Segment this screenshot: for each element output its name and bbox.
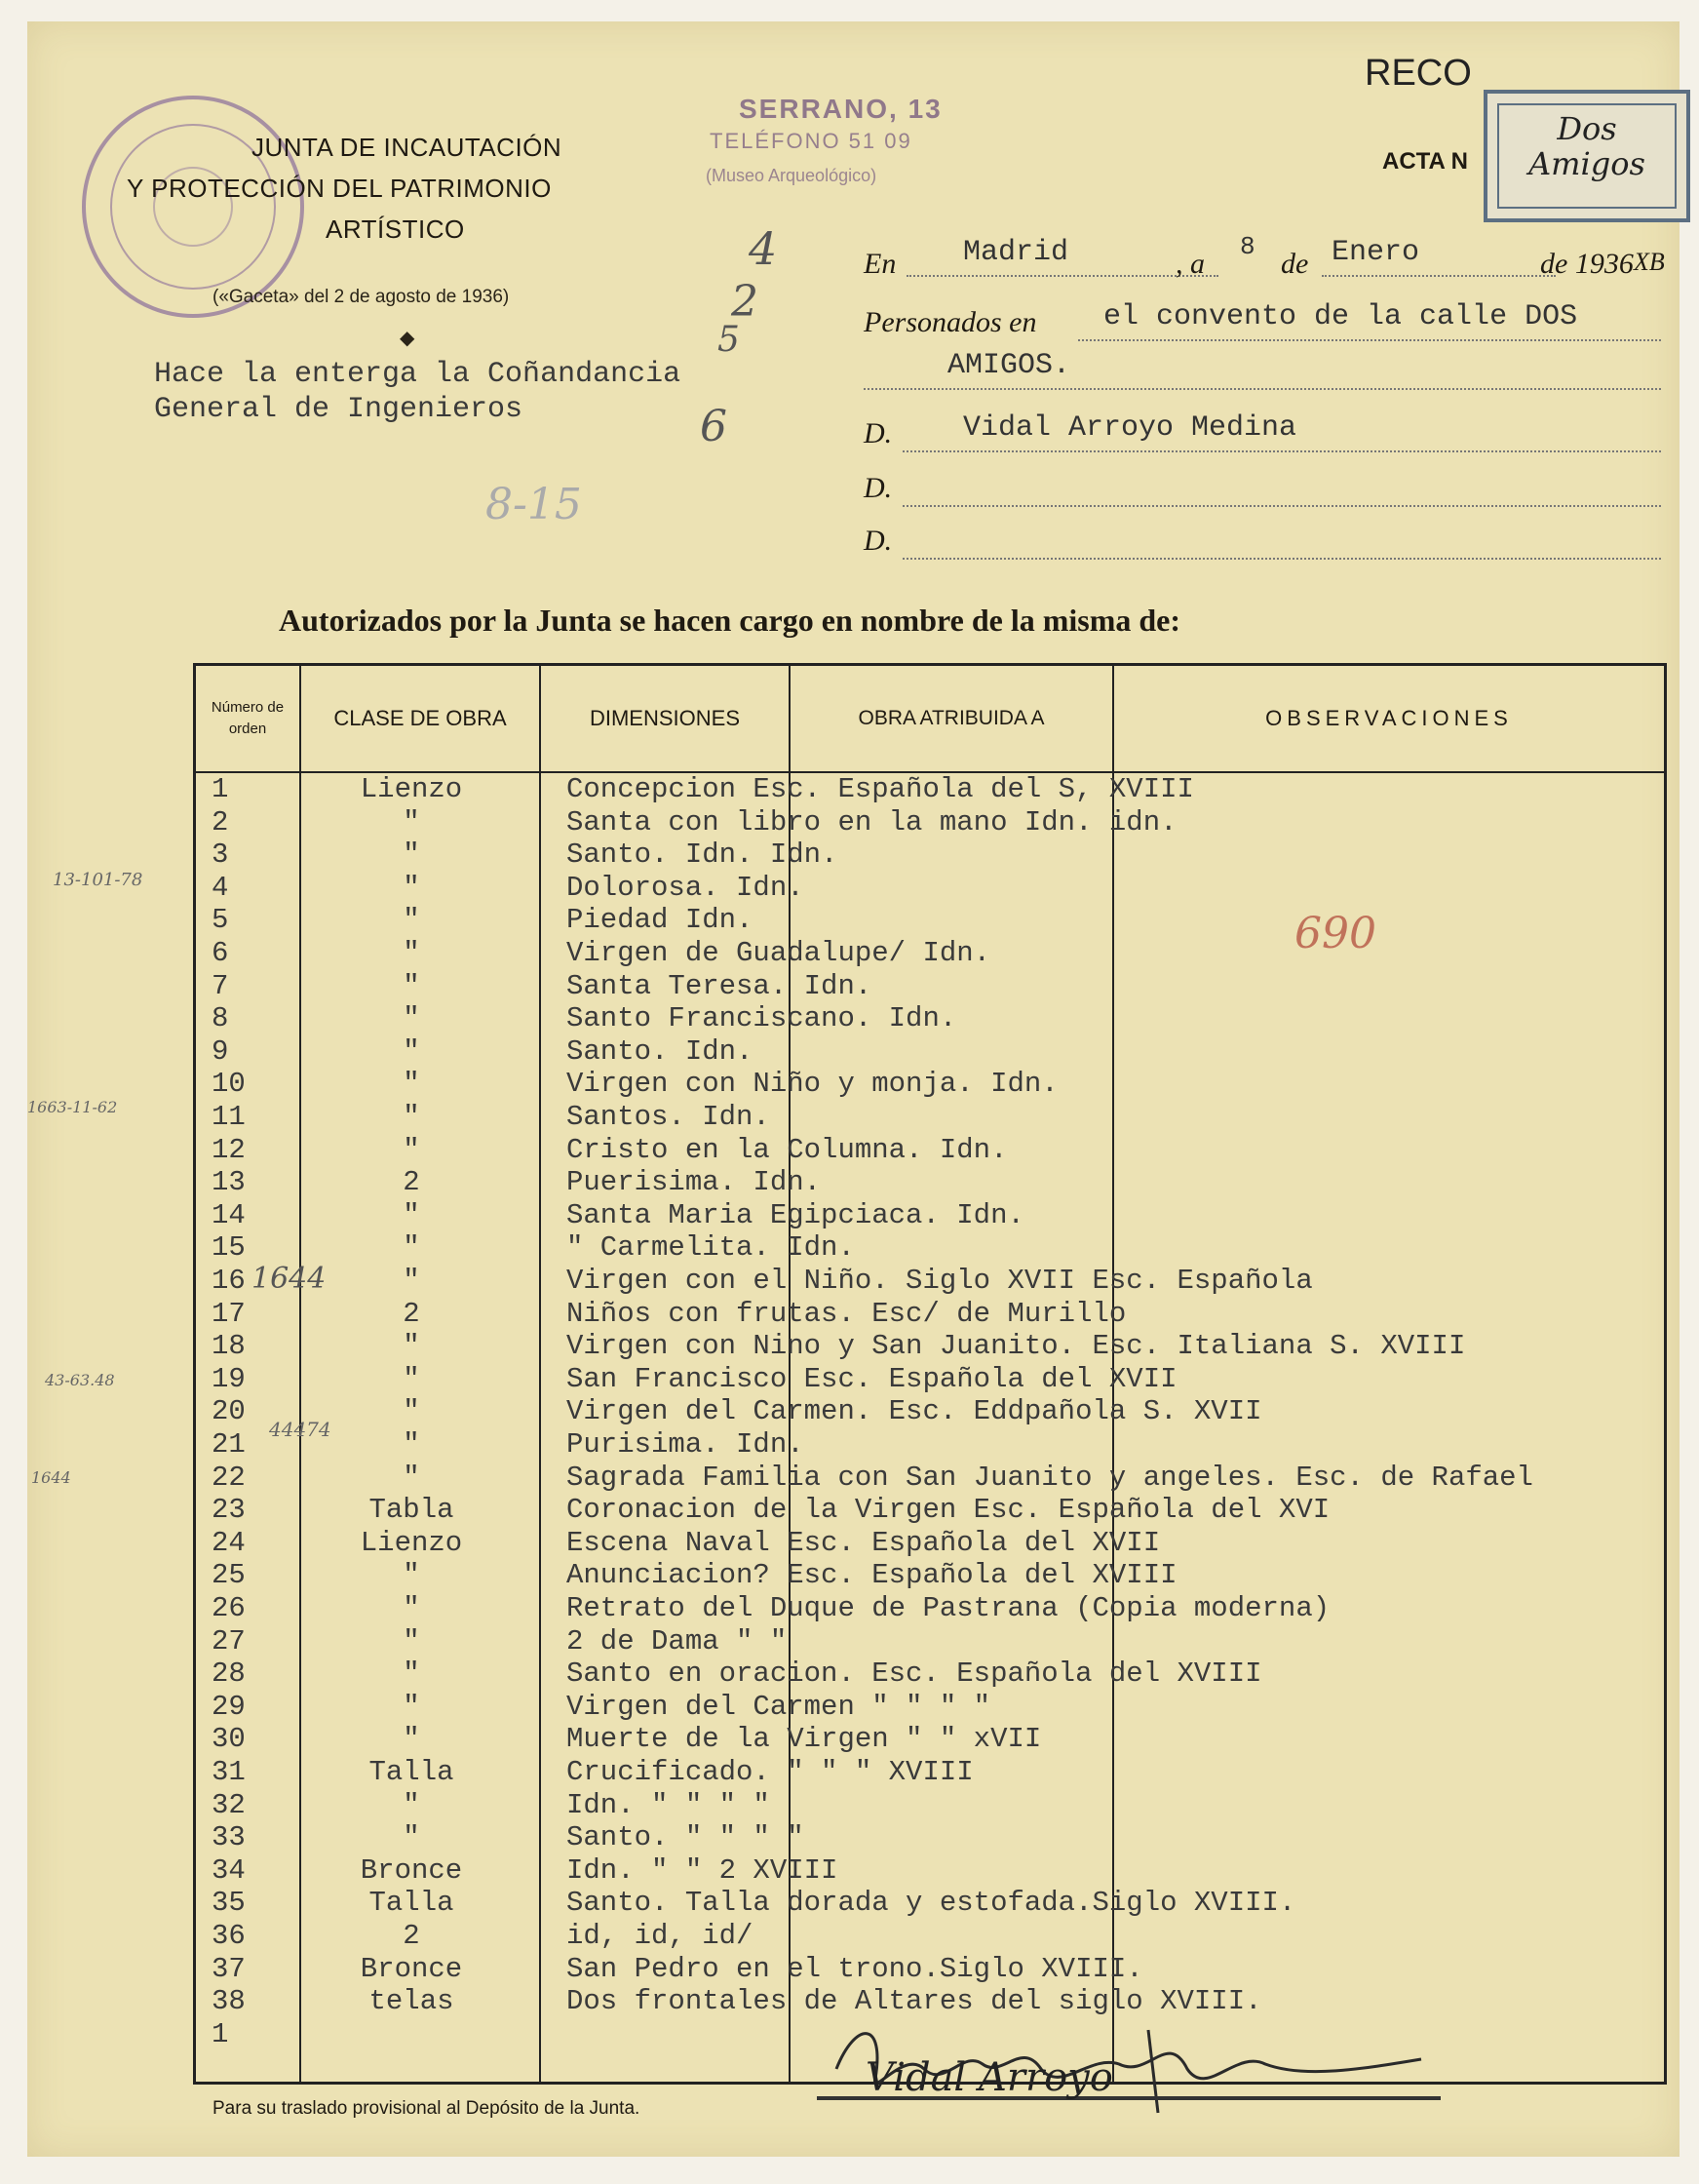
row-number: 16 (212, 1265, 246, 1297)
table-row (196, 1691, 1664, 1724)
row-description: San Francisco Esc. Española del XVII (566, 1362, 1178, 1395)
table-row (196, 806, 1664, 839)
row-number: 24 (212, 1526, 246, 1559)
institution-line1: JUNTA DE INCAUTACIÓN (251, 133, 562, 162)
row-number: 1 (212, 2017, 229, 2050)
row-number: 3 (212, 838, 229, 872)
table-row (196, 1231, 1664, 1265)
hand-number-5: 5 (717, 320, 740, 360)
header-class: CLASE DE OBRA (333, 706, 507, 730)
table-row (196, 1101, 1664, 1134)
footer-note: Para su traslado provisional al Depósito de la Junta. (212, 2098, 640, 2119)
person-1: Vidal Arroyo Medina (963, 411, 1297, 445)
hand-number-4: 4 (749, 222, 778, 275)
row-description: Virgen con el Niño. Siglo XVII Esc. Española (566, 1265, 1313, 1297)
table-row (196, 1592, 1664, 1625)
row-description: Puerisima. Idn. (566, 1166, 822, 1199)
row-number: 32 (212, 1788, 246, 1821)
label-line1: Dos (1557, 110, 1617, 147)
row-class: " (403, 937, 420, 969)
row-number: 35 (212, 1887, 246, 1920)
row-number: 15 (212, 1231, 246, 1265)
row-description: Piedad Idn. (566, 904, 753, 937)
institution-line3: ARTÍSTICO (326, 214, 465, 244)
row-number: 23 (212, 1494, 246, 1527)
row-class: " (403, 1723, 420, 1756)
margin-note-1: 13-101-78 (53, 870, 143, 890)
row-description: Santa Maria Egipciaca. Idn. (566, 1198, 1024, 1231)
table-row (196, 1035, 1664, 1069)
row-class: " (403, 1461, 420, 1494)
row-number: 5 (212, 904, 229, 937)
location-line2: AMIGOS. (947, 349, 1071, 382)
row-description: Santo en oracion. Esc. Española del XVIII (566, 1658, 1262, 1691)
row-class: " (403, 1068, 420, 1101)
row-class: " (403, 1624, 420, 1658)
row-description: Santo. Idn. (566, 1034, 753, 1068)
row-number: 25 (212, 1559, 246, 1592)
row-number: 21 (212, 1428, 246, 1461)
institution-name (127, 127, 562, 250)
inventory-table (193, 663, 1667, 2085)
table-row (196, 1298, 1664, 1331)
row-number: 13 (212, 1166, 246, 1199)
date-line (864, 232, 1665, 280)
row-number: 12 (212, 1133, 246, 1166)
row-description: Virgen con Niño y monja. Idn. (566, 1068, 1059, 1101)
row-description: Sagrada Familia con San Juanito y angeles. Esc. de Rafael (566, 1461, 1533, 1494)
table-row (196, 1789, 1664, 1822)
de-label: de (1281, 248, 1309, 280)
row-class: " (403, 1002, 420, 1035)
margin-note-3: 1644 (251, 1262, 327, 1296)
row-number: 11 (212, 1101, 246, 1133)
row-description: Santa con libro en la mano Idn. idn. (566, 805, 1178, 838)
row-class: " (403, 805, 420, 838)
table-row (196, 1428, 1664, 1462)
row-number: 14 (212, 1198, 246, 1231)
reco-heading: RECO (1365, 53, 1472, 94)
row-description: " Carmelita. Idn. (566, 1231, 855, 1265)
row-class: " (403, 1428, 420, 1461)
row-description: Retrato del Duque de Pastrana (Copia moderna) (566, 1592, 1331, 1624)
table-row (196, 1134, 1664, 1167)
row-number: 27 (212, 1624, 246, 1658)
row-class: 2 (403, 1166, 420, 1199)
margin-note-4: 44474 (269, 1418, 331, 1441)
row-class: " (403, 1395, 420, 1428)
row-description: Escena Naval Esc. Española del XVII (566, 1526, 1161, 1559)
hand-number-2: 2 (731, 277, 758, 327)
table-row (196, 838, 1664, 872)
row-description: Purisima. Idn. (566, 1428, 804, 1461)
row-number: 18 (212, 1330, 246, 1363)
row-number: 1 (212, 773, 229, 805)
row-class: Talla (368, 1756, 454, 1788)
row-description: Virgen de Guadalupe/ Idn. (566, 937, 991, 969)
row-number: 37 (212, 1952, 246, 1985)
table-row (196, 1854, 1664, 1888)
row-class: " (403, 1198, 420, 1231)
row-number: 33 (212, 1821, 246, 1854)
row-description: Virgen del Carmen. Esc. Eddpañola S. XVII (566, 1395, 1262, 1428)
label-line2: Amigos (1528, 145, 1645, 182)
row-description: Dos frontales de Altares del siglo XVIII. (566, 1985, 1262, 2018)
row-number: 9 (212, 1034, 229, 1068)
a-label: , a (1176, 248, 1205, 280)
row-class: " (403, 1592, 420, 1624)
table-row (196, 1265, 1664, 1298)
row-class: Tabla (368, 1494, 454, 1527)
row-description: Santo. Idn. Idn. (566, 838, 838, 872)
d-label-3: D. (864, 525, 893, 557)
row-description: Idn. " " " " (566, 1788, 770, 1821)
location-line1: el convento de la calle DOS (1103, 300, 1578, 333)
row-description: Virgen con Nino y San Juanito. Esc. Italiana S. XVIII (566, 1330, 1466, 1363)
margin-note-5: 43-63.48 (45, 1371, 115, 1389)
table-row (196, 1658, 1664, 1691)
row-class: " (403, 1821, 420, 1854)
table-row (196, 1462, 1664, 1495)
row-description: San Pedro en el trono.Siglo XVIII. (566, 1952, 1143, 1985)
row-class: " (403, 1034, 420, 1068)
row-class: " (403, 1788, 420, 1821)
signature: Vidal Arroyo (866, 2055, 1113, 2100)
pencil-note: 8-15 (485, 480, 582, 529)
header-number: Número de orden (211, 699, 285, 737)
row-description: Santo. " " " " (566, 1821, 804, 1854)
table-row (196, 1953, 1664, 1986)
table-row (196, 1166, 1664, 1199)
acta-number-label: ACTA N (1382, 148, 1468, 175)
row-number: 36 (212, 1920, 246, 1952)
row-description: Dolorosa. Idn. (566, 871, 804, 904)
row-number: 2 (212, 805, 229, 838)
row-class: Lienzo (360, 1526, 463, 1559)
row-class: 2 (403, 1920, 420, 1952)
row-number: 7 (212, 969, 229, 1002)
row-description: Santa Teresa. Idn. (566, 969, 872, 1002)
table-row (196, 872, 1664, 905)
row-number: 8 (212, 1002, 229, 1035)
stamp-phone: TELÉFONO 51 09 (710, 129, 912, 153)
row-class: " (403, 871, 420, 904)
row-class: " (403, 969, 420, 1002)
row-description: Concepcion Esc. Española del S, XVIII (566, 773, 1194, 805)
row-number: 28 (212, 1658, 246, 1691)
table-row (196, 904, 1664, 937)
location-label-tag (1484, 90, 1690, 222)
row-number: 26 (212, 1592, 246, 1624)
city: Madrid (963, 236, 1069, 269)
row-description: Idn. " " 2 XVIII (566, 1853, 838, 1887)
row-class: Lienzo (360, 773, 463, 805)
row-number: 19 (212, 1362, 246, 1395)
table-row (196, 1559, 1664, 1592)
row-number: 30 (212, 1723, 246, 1756)
row-class: " (403, 1658, 420, 1691)
hand-number-6: 6 (700, 402, 727, 451)
row-class: " (403, 1101, 420, 1133)
table-row (196, 1625, 1664, 1658)
row-description: 2 de Dama " " (566, 1624, 788, 1658)
row-description: Santo Franciscano. Idn. (566, 1002, 957, 1035)
row-number: 34 (212, 1853, 246, 1887)
row-number: 17 (212, 1297, 246, 1330)
row-class: Bronce (360, 1853, 463, 1887)
delivery-line1: Hace la enterga la Coñandancia (154, 358, 681, 391)
delivery-note (154, 357, 680, 427)
row-class: " (403, 1362, 420, 1395)
row-class: " (403, 904, 420, 937)
year-suffix: XB (1634, 248, 1665, 276)
row-class: " (403, 1330, 420, 1363)
row-class: " (403, 1231, 420, 1265)
en-label: En (864, 248, 897, 280)
row-description: Coronacion de la Virgen Esc. Española del XVI (566, 1494, 1331, 1527)
row-class: telas (368, 1985, 454, 2018)
month: Enero (1332, 236, 1420, 269)
table-row (196, 1756, 1664, 1789)
table-row (196, 1068, 1664, 1101)
row-number: 31 (212, 1756, 246, 1788)
header-dimensions: DIMENSIONES (589, 706, 741, 730)
authorized-title: Autorizados por la Junta se hacen cargo en nombre de la misma de: (279, 603, 1181, 638)
person-line-2 (864, 462, 1661, 505)
row-description: Crucificado. " " " XVIII (566, 1756, 974, 1788)
table-row (196, 1363, 1664, 1396)
margin-note-6: 1644 (31, 1468, 71, 1487)
table-row (196, 773, 1664, 806)
row-description: Santo. Talla dorada y estofada.Siglo XVIII. (566, 1887, 1296, 1920)
row-number: 20 (212, 1395, 246, 1428)
row-class: " (403, 1133, 420, 1166)
person-line-3 (864, 515, 1661, 558)
table-row (196, 1330, 1664, 1363)
table-row (196, 1920, 1664, 1953)
gazette-reference: («Gaceta» del 2 de agosto de 1936) (212, 287, 510, 307)
row-number: 22 (212, 1461, 246, 1494)
row-number: 38 (212, 1985, 246, 2018)
row-number: 4 (212, 871, 229, 904)
table-row (196, 1821, 1664, 1854)
row-description: Cristo en la Columna. Idn. (566, 1133, 1008, 1166)
row-class: " (403, 1265, 420, 1297)
document-sheet (27, 21, 1680, 2157)
header-observations: OBSERVACIONES (1265, 706, 1513, 730)
row-number: 6 (212, 937, 229, 969)
row-description: Virgen del Carmen " " " " (566, 1690, 991, 1723)
row-class: 2 (403, 1297, 420, 1330)
table-row (196, 1002, 1664, 1035)
table-row (196, 1723, 1664, 1756)
table-row (196, 1887, 1664, 1920)
row-class: " (403, 1559, 420, 1592)
table-row (196, 1527, 1664, 1560)
table-row (196, 970, 1664, 1003)
row-number: 10 (212, 1068, 246, 1101)
row-description: id, id, id/ (566, 1920, 753, 1952)
year-label: de 1936 (1540, 248, 1634, 280)
row-description: Anunciacion? Esc. Española del XVIII (566, 1559, 1178, 1592)
location-line (864, 296, 1661, 404)
row-class: " (403, 838, 420, 872)
delivery-line2: General de Ingenieros (154, 393, 523, 426)
row-number: 29 (212, 1690, 246, 1723)
row-class: Bronce (360, 1952, 463, 1985)
row-class: Talla (368, 1887, 454, 1920)
row-description: Muerte de la Virgen " " xVII (566, 1723, 1042, 1756)
table-row (196, 1199, 1664, 1232)
person-line-1 (864, 408, 1661, 450)
header-attributed: OBRA ATRIBUIDA A (858, 707, 1045, 729)
red-pencil-mark: 690 (1294, 909, 1376, 958)
row-description: Santos. Idn. (566, 1101, 770, 1133)
personados-label: Personados en (864, 306, 1037, 338)
table-row (196, 937, 1664, 970)
table-row (196, 1494, 1664, 1527)
row-description: Niños con frutas. Esc/ de Murillo (566, 1297, 1127, 1330)
institution-line2: Y PROTECCIÓN DEL PATRIMONIO (127, 174, 552, 203)
table-body (196, 773, 1664, 2082)
row-class: " (403, 1690, 420, 1723)
stamp-address: SERRANO, 13 (739, 94, 943, 124)
stamp-museum: (Museo Arqueológico) (706, 166, 877, 185)
margin-note-2: 1663-11-62 (27, 1098, 118, 1116)
day: 8 (1240, 232, 1255, 261)
d-label-2: D. (864, 472, 893, 504)
diamond-ornament-icon: ◆ (400, 328, 415, 349)
table-row (196, 1395, 1664, 1428)
d-label-1: D. (864, 417, 893, 449)
